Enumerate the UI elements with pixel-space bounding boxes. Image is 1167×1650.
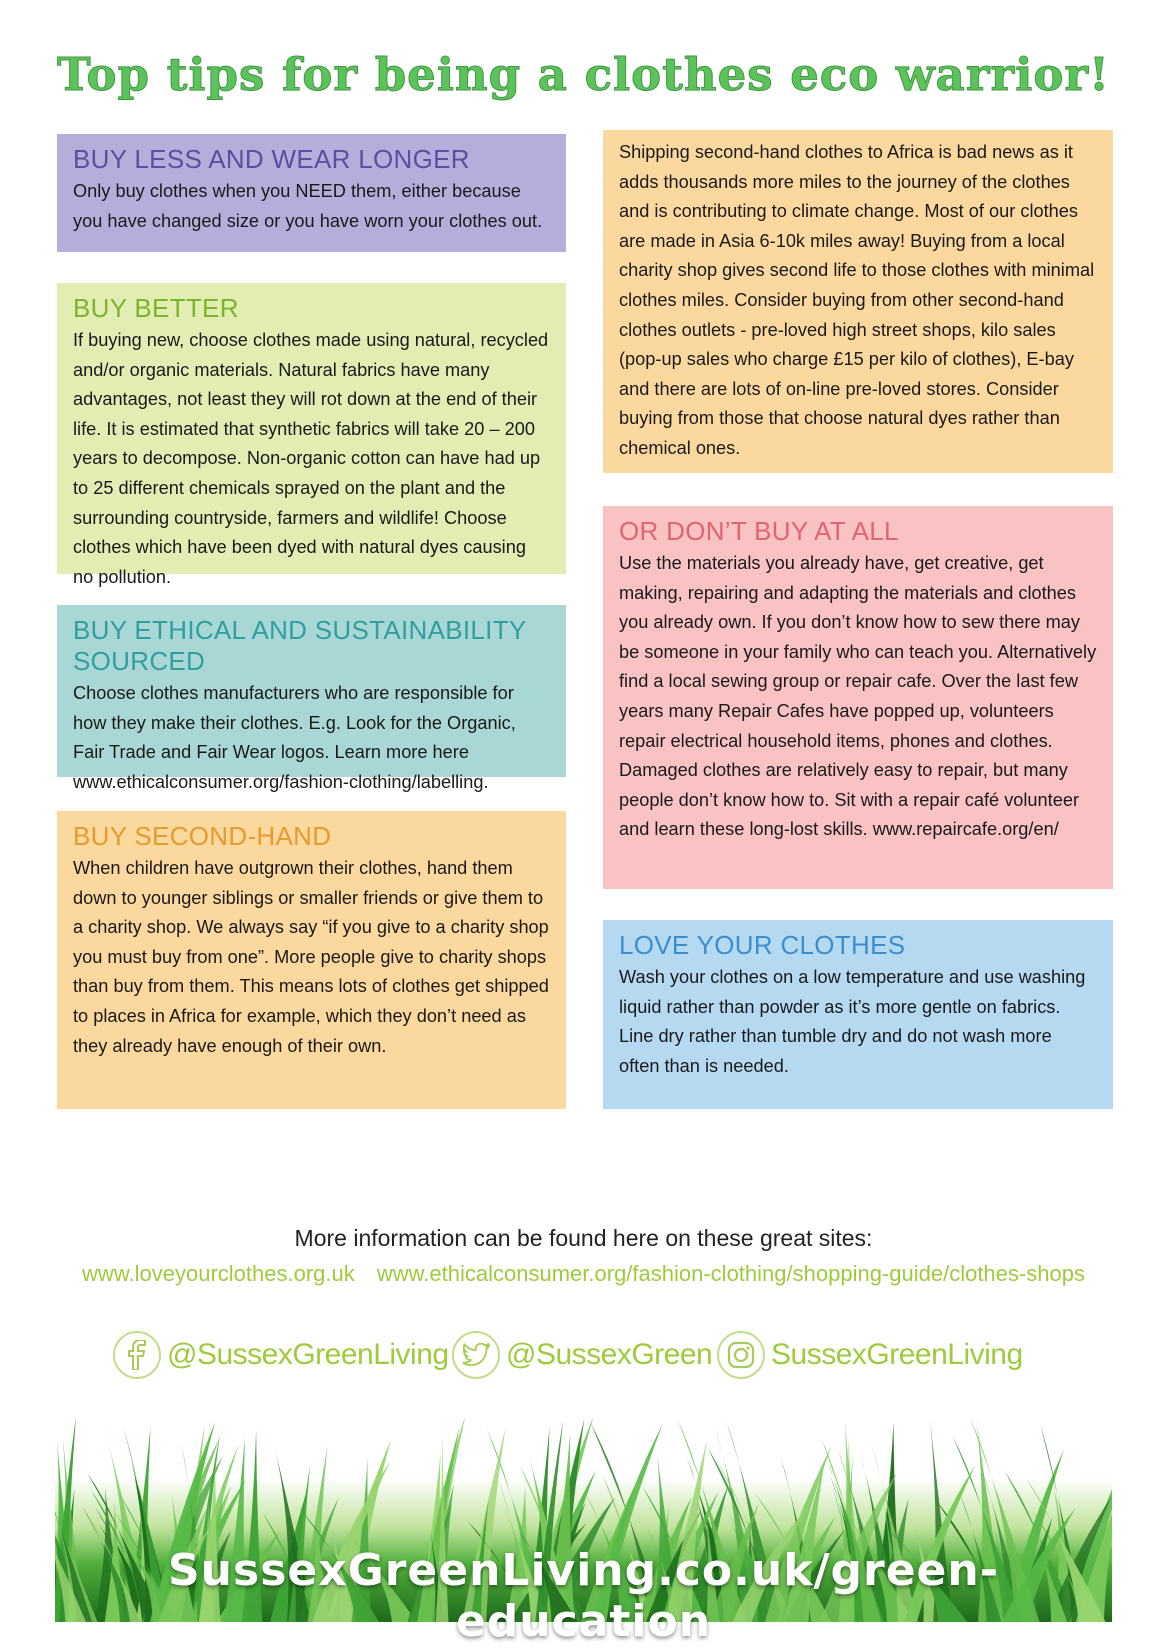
link-love-your-clothes[interactable]: www.loveyourclothes.org.uk: [82, 1261, 355, 1286]
tip-heading: BUY BETTER: [73, 293, 239, 323]
tip-buy-better: [57, 283, 566, 587]
link-ethical-consumer[interactable]: www.ethicalconsumer.org/fashion-clothing/shopping-guide/clothes-shops: [376, 1261, 1085, 1286]
resource-links: [0, 1261, 1167, 1287]
facebook-icon: [113, 1331, 161, 1379]
facebook-handle: @SussexGreenLiving: [167, 1338, 449, 1371]
tip-body: Choose clothes manufacturers who are responsible for how they make their clothes. E.g. Look for the Organic, Fair Trade and Fair Wear logos. Learn more here www.ethicalconsumer.org/fashion-clothing/labelling.: [73, 683, 516, 792]
tip-heading: BUY ETHICAL AND SUSTAINABILITY SOURCED: [73, 615, 527, 676]
tip-body: Wash your clothes on a low temperature and use washing liquid rather than powder as it’s more gentle on fabrics. Line dry rather than tumble dry and do not wash more often than is needed.: [619, 967, 1086, 1076]
instagram-handle: SussexGreenLiving: [771, 1338, 1023, 1371]
tip-body: Shipping second-hand clothes to Africa is bad news as it adds thousands more miles to the journey of the clothes and is contributing to climate change. Most of our clothes are made in Asia 6-10k miles away! Buying from a local charity shop gives second life to those clothes with minimal clothes miles. Consider buying from other second-hand clothes outlets - pre-loved high street shops, kilo sales (pop-up sales who charge £15 per kilo of clothes), E-bay and there are lots of on-line pre-loved stores. Consider buying from those that choose natural dyes rather than chemical ones.: [619, 142, 1095, 458]
page-title: Top tips for being a clothes eco warrior!: [57, 48, 1110, 101]
twitter-handle: @SussexGreen: [506, 1338, 713, 1371]
footer-website-url[interactable]: SussexGreenLiving.co.uk/green-education: [167, 1545, 999, 1647]
more-info-text: More information can be found here on these great sites:: [294, 1225, 873, 1251]
social-twitter[interactable]: [452, 1327, 712, 1383]
tip-buy-ethical: [57, 605, 566, 792]
tip-body: Use the materials you already have, get creative, get making, repairing and adapting the materials and clothes you already own. If you don’t know how to sew there may be someone in your family who can teach you. Alternatively find a local sewing group or repair cafe. Over the last few years many Repair Cafes have popped up, volunteers repair electrical household items, phones and clothes. Damaged clothes are relatively easy to repair, but many people don’t know how to. Sit with a repair café volunteer and learn these long-lost skills. www.repaircafe.org/en/: [619, 553, 1097, 840]
tip-love-clothes: [603, 920, 1113, 1109]
instagram-icon: [717, 1331, 765, 1379]
tip-heading: BUY LESS AND WEAR LONGER: [73, 144, 470, 174]
social-instagram[interactable]: [717, 1327, 1023, 1383]
tip-heading: BUY SECOND-HAND: [73, 821, 332, 851]
twitter-icon: [452, 1331, 500, 1379]
tip-body: When children have outgrown their clothes, hand them down to younger siblings or smaller friends or give them to a charity shop. We always say “if you give to a charity shop you must buy from one”. More people give to charity shops than buy from them. This means lots of clothes get shipped to places in Africa for example, which they don’t need as they already have enough of their own.: [73, 858, 549, 1056]
tip-body: If buying new, choose clothes made using natural, recycled and/or organic materials. Natural fabrics have many advantages, not least they will rot down at the end of their life. It is estimated that synthetic fabrics will take 20 – 200 years to decompose. Non-organic cotton can have had up to 25 different chemicals sprayed on the plant and the surrounding countryside, farmers and wildlife! Choose clothes which have been dyed with natural dyes causing no pollution.: [73, 330, 549, 587]
tip-buy-less: [57, 134, 566, 252]
tip-dont-buy: [603, 506, 1113, 889]
tip-heading: LOVE YOUR CLOTHES: [619, 930, 906, 960]
social-facebook[interactable]: [113, 1327, 449, 1383]
tip-shipping-info: [603, 130, 1113, 473]
tip-body: Only buy clothes when you NEED them, either because you have changed size or you have worn your clothes out.: [73, 181, 543, 231]
tip-heading: OR DON’T BUY AT ALL: [619, 516, 899, 546]
tip-buy-second-hand: [57, 811, 566, 1109]
